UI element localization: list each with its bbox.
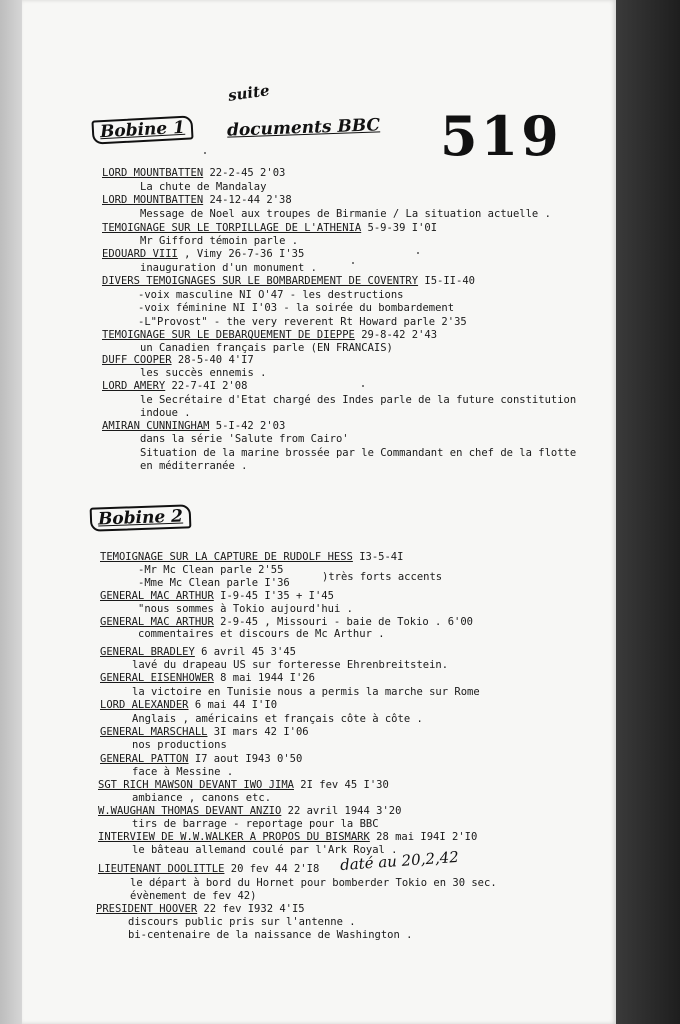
s2-line-17: face à Messine . (132, 766, 234, 778)
s2-line-3: -Mme Mc Clean parle I'36 (138, 577, 290, 589)
s2-line-14: GENERAL MARSCHALL 3I mars 42 I'06 (100, 726, 309, 738)
s2-line-7: commentaires et discours de Mc Arthur . (138, 628, 385, 640)
s2-line-27: PRESIDENT HOOVER 22 fev I932 4'I5 (96, 903, 305, 915)
s2-line-4: GENERAL MAC ARTHUR I-9-45 I'35 + I'45 (100, 590, 334, 602)
s1-line-2: La chute de Mandalay (140, 181, 267, 193)
s2-line-18: SGT RICH MAWSON DEVANT IWO JIMA 2I fev 45 I'30 (98, 779, 389, 791)
scan-speck (417, 252, 419, 254)
side-note-accents: )très forts accents (322, 571, 443, 583)
s2-line-5: "nous sommes à Tokio aujourd'hui . (138, 603, 353, 615)
s1-line-8: inauguration d'un monument . (140, 262, 318, 274)
s2-line-9: lavé du drapeau US sur forteresse Ehrenbreitstein. (132, 659, 449, 671)
s2-line-12: LORD ALEXANDER 6 mai 44 I'I0 (100, 699, 278, 711)
s2-line-21: tirs de barrage - reportage pour la BBC (132, 818, 379, 830)
s1-line-20: AMIRAN CUNNINGHAM 5-I-42 2'03 (102, 420, 286, 432)
scan-speck (352, 262, 354, 264)
s1-line-17: LORD AMERY 22-7-4I 2'08 (102, 380, 248, 392)
s1-line-21: dans la série 'Salute from Cairo' (140, 433, 349, 445)
s1-line-9: DIVERS TEMOIGNAGES SUR LE BOMBARDEMENT DE COVENTRY I5-II-40 (102, 275, 475, 287)
s2-line-8: GENERAL BRADLEY 6 avril 45 3'45 (100, 646, 296, 658)
scan-margin-left (0, 0, 22, 1024)
s1-line-10: -voix masculine NI O'47 - les destructions (138, 289, 404, 301)
s2-line-13: Anglais , américains et français côte à côte . (132, 713, 423, 725)
s1-line-1: LORD MOUNTBATTEN 22-2-45 2'03 (102, 167, 286, 179)
s2-line-2: -Mr Mc Clean parle 2'55 (138, 564, 284, 576)
s2-line-25: le départ à bord du Hornet pour bomberder Tokio en 30 sec. (130, 877, 497, 889)
s2-line-6: GENERAL MAC ARTHUR 2-9-45 , Missouri - baie de Tokio . 6'00 (100, 616, 473, 628)
bobine-1-label: Bobine 1 (91, 115, 193, 144)
s2-line-10: GENERAL EISENHOWER 8 mai 1944 I'26 (100, 672, 315, 684)
s2-line-29: bi-centenaire de la naissance de Washington . (128, 929, 413, 941)
document-page (22, 0, 616, 1024)
s1-line-14: un Canadien français parle (EN FRANCAIS) (140, 342, 393, 354)
scan-speck (362, 385, 364, 387)
doolittle-handwritten-note: daté au 20,2,42 (339, 847, 460, 875)
scan-margin-right (616, 0, 680, 1024)
s1-line-18: le Secrétaire d'Etat chargé des Indes parle de la future constitution (140, 394, 577, 406)
s1-line-3: LORD MOUNTBATTEN 24-12-44 2'38 (102, 194, 292, 206)
s2-line-16: GENERAL PATTON I7 aout I943 0'50 (100, 753, 303, 765)
s1-line-12: -L"Provost" - the very reverent Rt Howard parle 2'35 (138, 316, 467, 328)
s2-line-15: nos productions (132, 739, 227, 751)
s2-line-23: le bâteau allemand coulé par l'Ark Royal . (132, 844, 398, 856)
s2-line-19: ambiance , canons etc. (132, 792, 272, 804)
s1-line-19: indoue . (140, 407, 191, 419)
s2-line-22: INTERVIEW DE W.W.WALKER A PROPOS DU BISMARK 28 mai I94I 2'I0 (98, 831, 478, 843)
s2-line-11: la victoire en Tunisie nous a permis la marche sur Rome (132, 686, 480, 698)
page-number: 519 (440, 104, 562, 168)
suite-handwritten-note: suite (226, 81, 271, 105)
scan-speck (204, 152, 206, 154)
s1-line-13: TEMOIGNAGE SUR LE DEBARQUEMENT DE DIEPPE 29-8-42 2'43 (102, 329, 438, 341)
s2-line-24: LIEUTENANT DOOLITTLE 20 fev 44 2'I8 (98, 863, 320, 875)
s1-line-11: -voix féminine NI I'03 - la soirée du bombardement (138, 302, 455, 314)
s1-line-6: Mr Gifford témoin parle . (140, 235, 299, 247)
documents-bbc-handwritten-note: documents BBC (226, 115, 381, 141)
s2-line-20: W.WAUGHAN THOMAS DEVANT ANZIO 22 avril 1944 3'20 (98, 805, 402, 817)
s2-line-26: évènement de fev 42) (130, 890, 257, 902)
s1-line-7: EDOUARD VIII , Vimy 26-7-36 I'35 (102, 248, 305, 260)
s2-line-28: discours public pris sur l'antenne . (128, 916, 356, 928)
s1-line-16: les succès ennemis . (140, 367, 267, 379)
s1-line-22: Situation de la marine brossée par le Commandant en chef de la flotte (140, 447, 577, 459)
s1-line-5: TEMOIGNAGE SUR LE TORPILLAGE DE L'ATHENIA 5-9-39 I'0I (102, 222, 438, 234)
s2-line-1: TEMOIGNAGE SUR LA CAPTURE DE RUDOLF HESS I3-5-4I (100, 551, 404, 563)
bobine-2-label: Bobine 2 (90, 504, 192, 532)
s1-line-23: en méditerranée . (140, 460, 248, 472)
s1-line-15: DUFF COOPER 28-5-40 4'I7 (102, 354, 254, 366)
s1-line-4: Message de Noel aux troupes de Birmanie / La situation actuelle . (140, 208, 551, 220)
